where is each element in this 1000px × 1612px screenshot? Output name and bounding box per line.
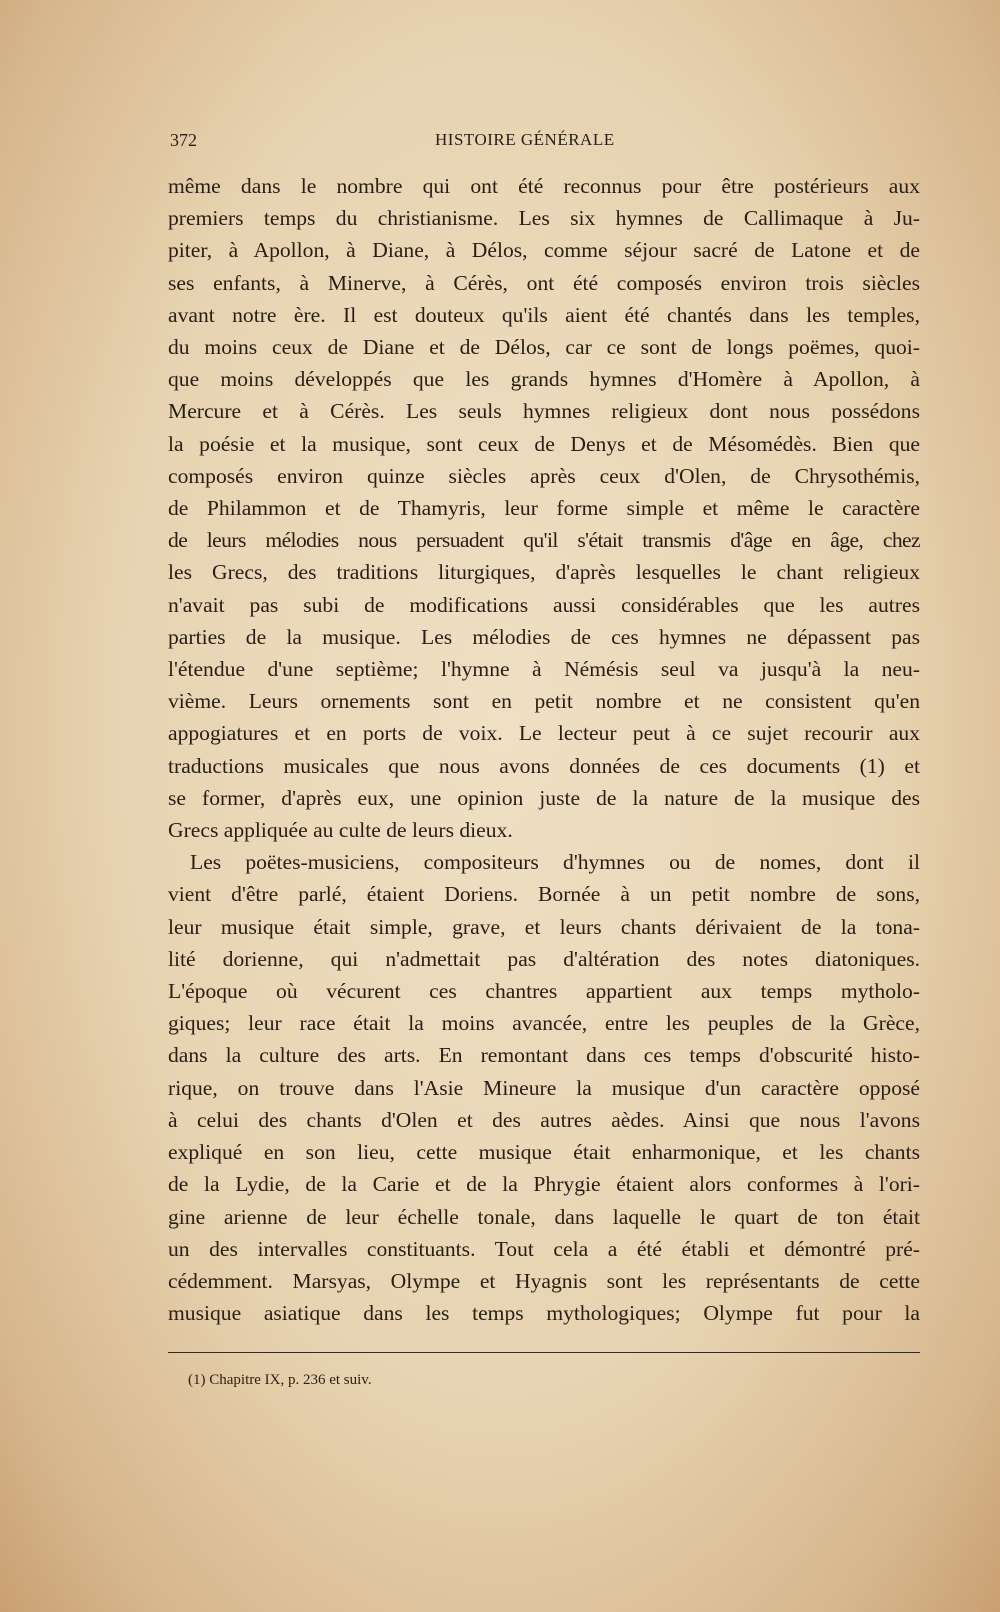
text-line: que moins développés que les grands hymnes d'Homère à Apollon, à <box>168 367 920 392</box>
text-line: leur musique était simple, grave, et leurs chants dérivaient de la tona- <box>168 914 920 939</box>
text-line: avant notre ère. Il est douteux qu'ils aient été chantés dans les temples, <box>168 302 920 327</box>
footnote: (1) Chapitre IX, p. 236 et suiv. <box>188 1372 372 1388</box>
text-line: vième. Leurs ornements sont en petit nombre et ne consistent qu'en <box>168 689 920 714</box>
page-header <box>170 130 920 152</box>
text-line: Les poëtes-musiciens, compositeurs d'hymnes ou de nomes, dont il <box>190 850 920 875</box>
text-line: l'étendue d'une septième; l'hymne à Némésis seul va jusqu'à la neu- <box>168 657 920 682</box>
text-line: de la Lydie, de la Carie et de la Phrygie étaient alors conformes à l'ori- <box>168 1172 920 1197</box>
text-line: même dans le nombre qui ont été reconnus pour être postérieurs aux <box>168 174 920 198</box>
text-line: rique, on trouve dans l'Asie Mineure la musique d'un caractère opposé <box>168 1075 920 1100</box>
text-line: ses enfants, à Minerve, à Cérès, ont été composés environ trois siècles <box>168 270 920 295</box>
text-line: composés environ quinze siècles après ceux d'Olen, de Chrysothémis, <box>168 463 920 488</box>
text-line: se former, d'après eux, une opinion juste de la nature de la musique des <box>168 785 920 810</box>
text-line: Grecs appliquée au culte de leurs dieux. <box>168 818 513 843</box>
text-line: n'avait pas subi de modifications aussi considérables que les autres <box>168 592 920 617</box>
text-line: gine arienne de leur échelle tonale, dans laquelle le quart de ton était <box>168 1204 920 1229</box>
text-line: du moins ceux de Diane et de Délos, car ce sont de longs poëmes, quoi- <box>168 335 920 360</box>
text-line: premiers temps du christianisme. Les six hymnes de Callimaque à Ju- <box>168 206 920 231</box>
text-line: dans la culture des arts. En remontant dans ces temps d'obscurité histo- <box>168 1043 920 1068</box>
text-line: Mercure et à Cérès. Les seuls hymnes religieux dont nous possédons <box>168 399 920 424</box>
body-text <box>168 170 920 1329</box>
text-line: giques; leur race était la moins avancée, entre les peuples de la Grèce, <box>168 1011 920 1036</box>
text-line: parties de la musique. Les mélodies de ces hymnes ne dépassent pas <box>168 624 920 649</box>
text-line: traductions musicales que nous avons données de ces documents (1) et <box>168 753 920 778</box>
text-line: les Grecs, des traditions liturgiques, d'après lesquelles le chant religieux <box>168 560 920 585</box>
text-line: un des intervalles constituants. Tout cela a été établi et démontré pré- <box>168 1236 920 1261</box>
text-line: L'époque où vécurent ces chantres appartient aux temps mytholo- <box>168 979 920 1004</box>
text-line: de Philammon et de Thamyris, leur forme simple et même le caractère <box>168 496 920 521</box>
running-head: HISTOIRE GÉNÉRALE <box>435 130 615 149</box>
text-line: piter, à Apollon, à Diane, à Délos, comme séjour sacré de Latone et de <box>168 238 920 263</box>
text-line: musique asiatique dans les temps mythologiques; Olympe fut pour la <box>168 1301 920 1326</box>
text-line: appogiatures et en ports de voix. Le lecteur peut à ce sujet recourir aux <box>168 721 920 746</box>
text-line: à celui des chants d'Olen et des autres aèdes. Ainsi que nous l'avons <box>168 1107 920 1132</box>
text-line: la poésie et la musique, sont ceux de Denys et de Mésomédès. Bien que <box>168 431 920 456</box>
text-line: lité dorienne, qui n'admettait pas d'altération des notes diatoniques. <box>168 946 920 971</box>
text-line: cédemment. Marsyas, Olympe et Hyagnis sont les représentants de cette <box>168 1268 920 1293</box>
page-number: 372 <box>170 130 197 150</box>
text-line: de leurs mélodies nous persuadent qu'il s'était transmis d'âge en âge, chez <box>168 528 920 553</box>
text-line: vient d'être parlé, étaient Doriens. Bornée à un petit nombre de sons, <box>168 882 920 907</box>
text-line: expliqué en son lieu, cette musique était enharmonique, et les chants <box>168 1140 920 1165</box>
footnote-rule <box>168 1352 920 1353</box>
